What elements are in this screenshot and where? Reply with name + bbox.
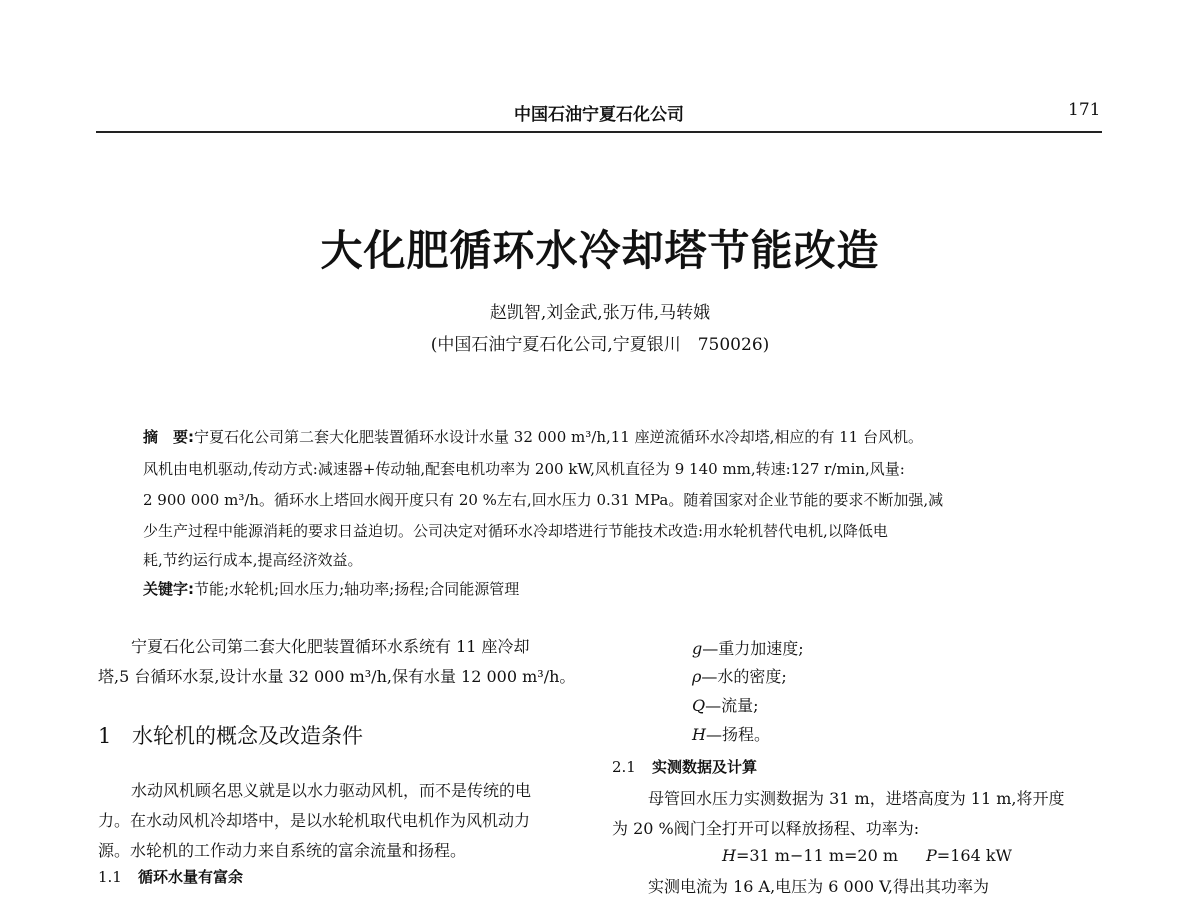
symbol-definition [692, 722, 770, 745]
article-affiliation: (中国石油宁夏石化公司,宁夏银川 750026) [430, 335, 770, 355]
intro-line: 塔,5 台循环水泵,设计水量 32 000 m³/h,保有水量 12 000 m³/h。 [98, 667, 576, 686]
symbol-desc: —重力加速度; [702, 639, 804, 658]
symbol-desc: —水的密度; [701, 667, 787, 686]
subsection-title: 循环水量有富余 [138, 868, 244, 886]
subsection-heading [612, 756, 757, 777]
symbol: ρ [692, 667, 702, 686]
abstract-line: 风机由电机驱动,传动方式:减速器+传动轴,配套电机功率为 200 kW,风机直径为 9 140 mm,转速:127 r/min,风量: [143, 460, 905, 478]
symbol: Q [692, 696, 706, 715]
symbol: g [692, 639, 703, 658]
running-header: 中国石油宁夏石化公司 [514, 105, 684, 125]
subsection-heading [98, 866, 243, 887]
formula-var: P [926, 846, 937, 865]
formula [722, 846, 1012, 865]
symbol-desc: —流量; [705, 696, 759, 715]
abstract-line: 少生产过程中能源消耗的要求日益迫切。公司决定对循环水冷却塔进行节能技术改造:用水轮机替代电机,以降低电 [143, 522, 888, 540]
header-rule [96, 131, 1102, 133]
formula-expr: =164 kW [936, 846, 1012, 865]
symbol: H [692, 725, 706, 744]
abstract-label: 摘 要: [143, 428, 194, 446]
symbol-definition [692, 693, 759, 716]
section-text-line: 力。在水动风机冷却塔中，是以水轮机取代电机作为风机动力 [98, 811, 531, 830]
section-text-line: 源。水轮机的工作动力来自系统的富余流量和扬程。 [98, 841, 467, 860]
abstract-line: 耗,节约运行成本,提高经济效益。 [143, 551, 363, 569]
abstract-text: 宁夏石化公司第二套大化肥装置循环水设计水量 32 000 m³/h,11 座逆流循环水冷却塔,相应的有 11 台风机。 [194, 428, 923, 446]
body-text-line: 母管回水压力实测数据为 31 m，进塔高度为 11 m,将开度 [648, 789, 1065, 808]
section-heading [98, 720, 363, 750]
intro-line: 宁夏石化公司第二套大化肥装置循环水系统有 11 座冷却 [131, 637, 530, 656]
symbol-desc: —扬程。 [705, 725, 770, 744]
formula-var: H [722, 846, 736, 865]
keywords-text: 节能;水轮机;回水压力;轴功率;扬程;合同能源管理 [194, 580, 520, 598]
body-text-line: 为 20 %阀门全打开可以释放扬程、功率为: [612, 819, 920, 838]
section-number: 1 [98, 724, 112, 748]
symbol-definition [692, 664, 787, 687]
subsection-number: 1.1 [98, 868, 122, 886]
keywords-line [143, 578, 519, 599]
section-title: 水轮机的概念及改造条件 [132, 724, 363, 748]
article-title: 大化肥循环水冷却塔节能改造 [320, 226, 880, 275]
article-authors: 赵凯智,刘金武,张万伟,马转娥 [489, 303, 711, 323]
section-text-line: 水动风机顾名思义就是以水力驱动风机，而不是传统的电 [131, 781, 532, 800]
body-text-line: 实测电流为 16 A,电压为 6 000 V,得出其功率为 [648, 877, 989, 896]
abstract-line [143, 426, 923, 447]
symbol-definition [692, 636, 804, 659]
subsection-number: 2.1 [612, 758, 636, 776]
abstract-line: 2 900 000 m³/h。循环水上塔回水阀开度只有 20 %左右,回水压力 0.31 MPa。随着国家对企业节能的要求不断加强,减 [143, 491, 944, 509]
keywords-label: 关键字: [143, 580, 194, 598]
page-number: 171 [1068, 100, 1101, 120]
formula-expr: =31 m−11 m=20 m [735, 846, 899, 865]
subsection-title: 实测数据及计算 [652, 758, 758, 776]
